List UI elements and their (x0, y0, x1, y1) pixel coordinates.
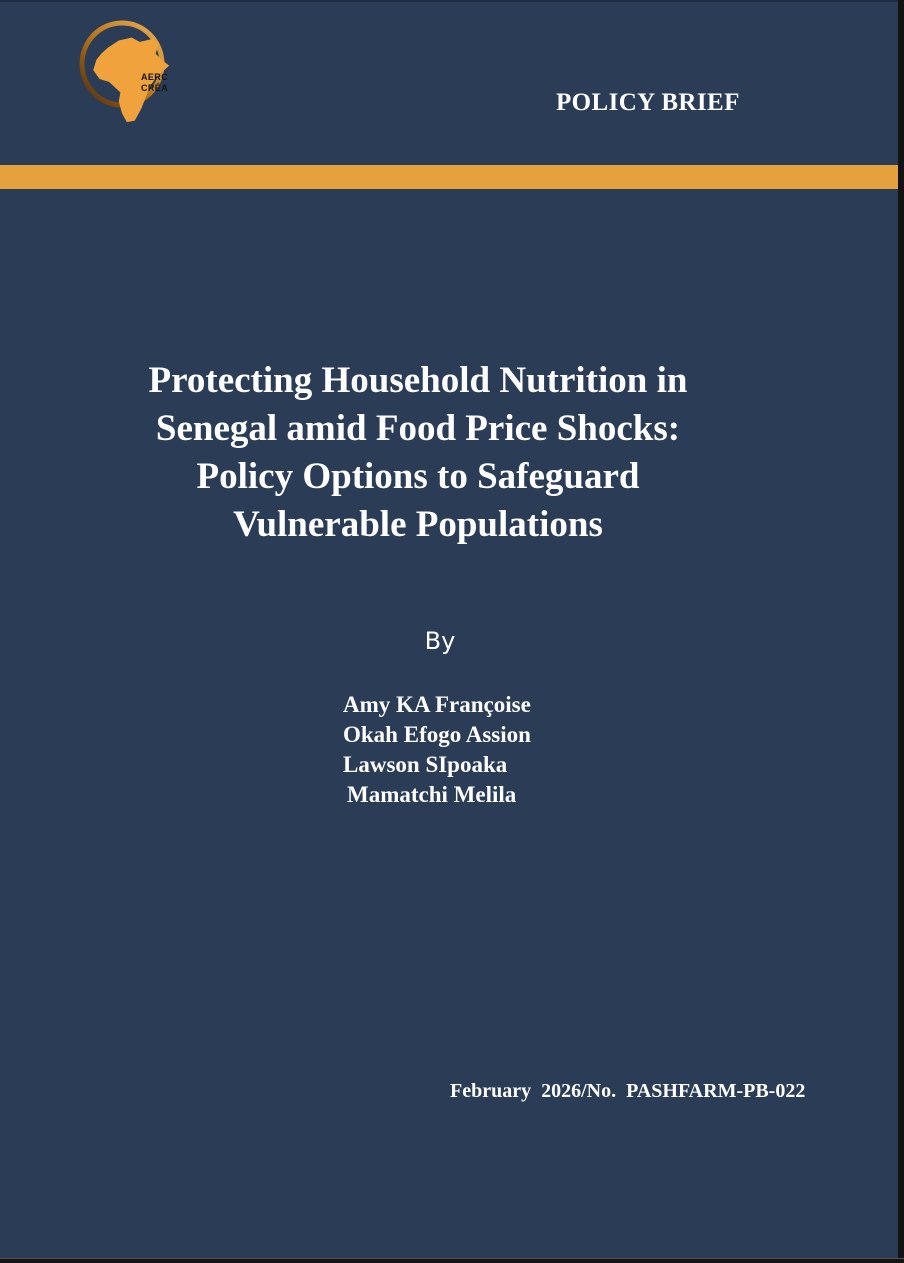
issue-date-number: February 2026/No. PASHFARM-PB-022 (450, 1080, 806, 1102)
byline-label: By (424, 627, 456, 655)
bottom-edge-border (0, 1258, 904, 1263)
author-name: Mamatchi Melila (347, 782, 517, 807)
title-line-3: Policy Options to Safeguard (196, 456, 640, 497)
author-name: Lawson SIpoaka (343, 752, 508, 777)
author-name: Amy KA Françoise (343, 692, 531, 717)
logo-acronym-fr: CRÉA (141, 83, 169, 93)
logo-acronym-en: AERC (141, 72, 169, 82)
author-name: Okah Efogo Assion (343, 722, 531, 747)
accent-band (0, 165, 904, 189)
top-edge-line (0, 0, 904, 2)
policy-brief-label: POLICY BRIEF (556, 89, 740, 116)
report-title (30, 357, 806, 549)
author-list (343, 690, 531, 810)
right-edge-border (898, 0, 904, 1263)
title-line-4: Vulnerable Populations (233, 504, 603, 545)
aerc-africa-logo (78, 18, 174, 130)
title-line-2: Senegal amid Food Price Shocks: (155, 408, 681, 449)
logo-acronym-text (141, 72, 168, 94)
title-line-1: Protecting Household Nutrition in (148, 360, 688, 401)
